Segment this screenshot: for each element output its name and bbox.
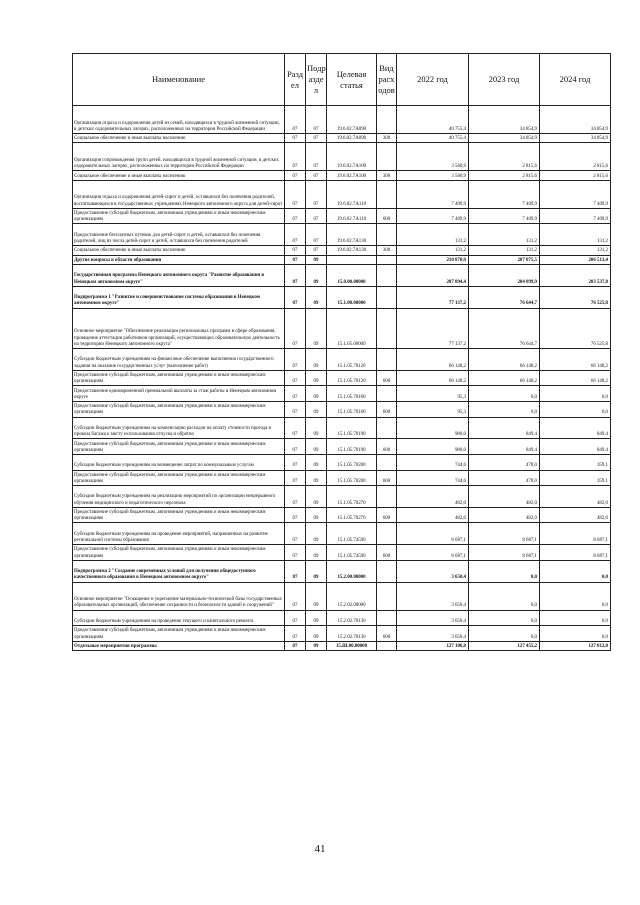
row-value-2024: 76 525,8 xyxy=(540,286,611,308)
row-tselevaya-statya: 15.1.05.00000 xyxy=(327,308,377,348)
row-razdel: 07 xyxy=(285,470,306,486)
row-podrazdel: 09 xyxy=(306,523,327,545)
row-value-2022: 77 137,2 xyxy=(397,286,469,308)
row-podrazdel: 09 xyxy=(306,507,327,523)
row-vid-raskhodov: 600 xyxy=(377,439,397,455)
row-name: Организация сопровождения групп детей, находящихся в трудной жизненной ситуации, в детских оздоровительных лагерях, расположенных на территории Российской Федерации xyxy=(73,143,285,171)
table-row xyxy=(73,582,611,610)
row-podrazdel: 07 xyxy=(306,224,327,246)
row-tselevaya-statya xyxy=(327,255,377,264)
row-name: Предоставление субсидий бюджетным, автономным учреждениям и иным некоммерческим организациям xyxy=(73,370,285,386)
budget-table xyxy=(72,53,611,651)
row-name: Субсидии бюджетным учреждениям на реализацию мероприятий по организации непрерывного обучения медицинского и педагогического персонала xyxy=(73,486,285,508)
row-value-2022: 3 650,4 xyxy=(397,610,469,626)
row-name: Предоставление бесплатных путевок для детей-сирот и детей, оставшихся без попечения родителей, лиц из числа детей-сирот и детей, оставшихся без попечения родителей xyxy=(73,224,285,246)
row-value-2024: 34 854,9 xyxy=(540,134,611,143)
row-value-2024: 203 537,8 xyxy=(540,264,611,286)
row-name: Предоставление субсидий бюджетным, автономным учреждениям и иным некоммерческим организациям xyxy=(73,626,285,642)
row-razdel: 07 xyxy=(285,545,306,561)
row-razdel: 07 xyxy=(285,370,306,386)
header-vid-raskhodov: Вид расх одов xyxy=(377,54,397,106)
row-name: Предоставление субсидий бюджетным, автономным учреждениям и иным некоммерческим организациям xyxy=(73,439,285,455)
row-tselevaya-statya: 15.Ш.00.00000 xyxy=(327,641,377,650)
header-tselevaya-statya: Целевая статья xyxy=(327,54,377,106)
row-value-2022: 210 870,0 xyxy=(397,255,469,264)
row-value-2024: 127 012,0 xyxy=(540,641,611,650)
table-row xyxy=(73,348,611,370)
row-razdel: 07 xyxy=(285,560,306,582)
row-value-2023: 7 409,9 xyxy=(469,208,540,224)
row-value-2024: 0,0 xyxy=(540,386,611,402)
row-value-2024: 2 815,6 xyxy=(540,171,611,180)
row-value-2022: 131,2 xyxy=(397,224,469,246)
table-row xyxy=(73,545,611,561)
row-name: Предоставление субсидий бюджетным, автономным учреждениям и иным некоммерческим организациям xyxy=(73,507,285,523)
row-razdel: 07 xyxy=(285,264,306,286)
table-row xyxy=(73,246,611,255)
row-name: Предоставление субсидий бюджетным, автономным учреждениям и иным некоммерческим организациям xyxy=(73,208,285,224)
row-vid-raskhodov xyxy=(377,224,397,246)
row-value-2023: 0,0 xyxy=(469,401,540,417)
row-vid-raskhodov xyxy=(377,486,397,508)
row-value-2024: 0,0 xyxy=(540,626,611,642)
row-podrazdel: 09 xyxy=(306,386,327,402)
row-value-2023: 66 148,2 xyxy=(469,348,540,370)
row-tselevaya-statya: 19.6.02.7А110 xyxy=(327,208,377,224)
row-value-2022: 3 650,4 xyxy=(397,560,469,582)
row-value-2024: 0,0 xyxy=(540,610,611,626)
row-value-2023: 482,0 xyxy=(469,486,540,508)
row-name: Предоставление субсидий бюджетным, автономным учреждениям и иным некоммерческим организациям xyxy=(73,401,285,417)
table-row xyxy=(73,180,611,208)
row-value-2023: 0,0 xyxy=(469,582,540,610)
row-podrazdel: 07 xyxy=(306,208,327,224)
row-vid-raskhodov xyxy=(377,143,397,171)
row-value-2023: 0,0 xyxy=(469,560,540,582)
row-podrazdel: 09 xyxy=(306,439,327,455)
row-podrazdel: 09 xyxy=(306,560,327,582)
header-2024: 2024 год xyxy=(540,54,611,106)
row-vid-raskhodov xyxy=(377,106,397,134)
table-row xyxy=(73,470,611,486)
row-value-2024: 0,0 xyxy=(540,582,611,610)
row-razdel: 07 xyxy=(285,401,306,417)
row-tselevaya-statya: 19.6.02.7А090 xyxy=(327,106,377,134)
row-podrazdel: 09 xyxy=(306,417,327,439)
row-tselevaya-statya: 15.1.05.70190 xyxy=(327,439,377,455)
table-row xyxy=(73,143,611,171)
row-value-2022: 3 650,4 xyxy=(397,626,469,642)
row-podrazdel: 09 xyxy=(306,454,327,470)
row-value-2023: 76 644,7 xyxy=(469,308,540,348)
row-value-2023: 131,2 xyxy=(469,224,540,246)
row-vid-raskhodov: 300 xyxy=(377,246,397,255)
row-tselevaya-statya: 19.6.02.7А130 xyxy=(327,224,377,246)
table-body xyxy=(73,106,611,651)
table-row xyxy=(73,610,611,626)
row-tselevaya-statya: 15.1.05.70190 xyxy=(327,417,377,439)
row-tselevaya-statya: 15.2.02.00000 xyxy=(327,582,377,610)
row-value-2023: 0,0 xyxy=(469,626,540,642)
table-row xyxy=(73,264,611,286)
row-tselevaya-statya: 19.6.02.7А100 xyxy=(327,143,377,171)
row-name: Организация отдыха и оздоровления детей-сирот и детей, оставшихся без попечения родителей, воспитывающихся в государственных учреждениях Ненецкого автономного округа для детей-сирот xyxy=(73,180,285,208)
row-value-2022: 3 650,4 xyxy=(397,582,469,610)
row-name: Предоставление субсидий бюджетным, автономным учреждениям и иным некоммерческим организациям xyxy=(73,470,285,486)
row-vid-raskhodov: 600 xyxy=(377,370,397,386)
row-value-2023: 478,0 xyxy=(469,470,540,486)
row-razdel: 07 xyxy=(285,486,306,508)
row-name: Субсидии бюджетным учреждениям на проведение мероприятий, направленных на развитие региональной системы образования xyxy=(73,523,285,545)
row-razdel: 07 xyxy=(285,143,306,171)
row-tselevaya-statya: 15.2.02.70130 xyxy=(327,610,377,626)
row-value-2024: 359,1 xyxy=(540,470,611,486)
row-value-2022: 131,2 xyxy=(397,246,469,255)
row-value-2024: 66 148,2 xyxy=(540,370,611,386)
row-razdel: 07 xyxy=(285,180,306,208)
row-name: Отдельные мероприятия программы xyxy=(73,641,285,650)
table-row xyxy=(73,439,611,455)
row-value-2022: 95,3 xyxy=(397,386,469,402)
row-name: Субсидии бюджетным учреждениям на компенсацию расходов на оплату стоимости проезда и провоза багажа к месту использования отпуска и обратно xyxy=(73,417,285,439)
row-value-2024: 482,0 xyxy=(540,507,611,523)
row-value-2024: 131,2 xyxy=(540,224,611,246)
table-row xyxy=(73,134,611,143)
row-vid-raskhodov xyxy=(377,560,397,582)
row-tselevaya-statya: 19.6.02.7А130 xyxy=(327,246,377,255)
row-value-2023: 127 455,2 xyxy=(469,641,540,650)
row-value-2024: 2 815,6 xyxy=(540,143,611,171)
row-podrazdel: 09 xyxy=(306,370,327,386)
row-podrazdel: 09 xyxy=(306,641,327,650)
row-vid-raskhodov xyxy=(377,308,397,348)
row-value-2023: 76 644,7 xyxy=(469,286,540,308)
row-tselevaya-statya: 15.1.05.70270 xyxy=(327,486,377,508)
row-tselevaya-statya: 15.1.05.70270 xyxy=(327,507,377,523)
row-vid-raskhodov xyxy=(377,610,397,626)
row-name: Субсидии бюджетным учреждениям на возмещение затрат по коммунальным услугам xyxy=(73,454,285,470)
table-row xyxy=(73,486,611,508)
row-value-2024: 0,0 xyxy=(540,560,611,582)
row-podrazdel: 07 xyxy=(306,180,327,208)
row-value-2022: 482,0 xyxy=(397,507,469,523)
row-value-2023: 207 075,5 xyxy=(469,255,540,264)
row-podrazdel: 09 xyxy=(306,308,327,348)
row-vid-raskhodov: 600 xyxy=(377,507,397,523)
row-name: Предоставление единовременной премиальной выплаты за стаж работы в Ненецком автономном округе xyxy=(73,386,285,402)
row-name: Субсидии бюджетным учреждениям на проведение текущего и капитального ремонта xyxy=(73,610,285,626)
table-header xyxy=(73,54,611,106)
row-value-2023: 7 409,9 xyxy=(469,180,540,208)
row-value-2023: 0,0 xyxy=(469,610,540,626)
header-razdel: Разд ел xyxy=(285,54,306,106)
row-podrazdel: 07 xyxy=(306,106,327,134)
table-row xyxy=(73,308,611,348)
row-razdel: 07 xyxy=(285,582,306,610)
row-podrazdel: 07 xyxy=(306,134,327,143)
row-value-2023: 0,0 xyxy=(469,386,540,402)
row-podrazdel: 09 xyxy=(306,470,327,486)
row-podrazdel: 07 xyxy=(306,171,327,180)
row-podrazdel: 07 xyxy=(306,246,327,255)
row-name: Государственная программа Ненецкого автономного округа "Развитие образования в Ненецком автономном округе" xyxy=(73,264,285,286)
row-value-2022: 980,0 xyxy=(397,417,469,439)
row-podrazdel: 09 xyxy=(306,545,327,561)
row-value-2022: 3 560,9 xyxy=(397,171,469,180)
row-razdel: 07 xyxy=(285,286,306,308)
row-value-2022: 744,6 xyxy=(397,470,469,486)
table-row xyxy=(73,507,611,523)
row-podrazdel: 09 xyxy=(306,286,327,308)
row-tselevaya-statya: 19.6.02.7А090 xyxy=(327,134,377,143)
row-tselevaya-statya: 15.1.05.70120 xyxy=(327,348,377,370)
row-podrazdel: 09 xyxy=(306,582,327,610)
row-razdel: 07 xyxy=(285,208,306,224)
row-value-2022: 66 148,2 xyxy=(397,348,469,370)
header-name: Наименование xyxy=(73,54,285,106)
header-row xyxy=(73,54,611,106)
row-value-2022: 77 137,2 xyxy=(397,308,469,348)
row-razdel: 07 xyxy=(285,134,306,143)
row-vid-raskhodov: 600 xyxy=(377,401,397,417)
table-row xyxy=(73,208,611,224)
row-value-2022: 3 560,9 xyxy=(397,143,469,171)
row-value-2022: 207 894,4 xyxy=(397,264,469,286)
row-value-2022: 8 687,1 xyxy=(397,545,469,561)
row-tselevaya-statya: 15.1.05.70160 xyxy=(327,401,377,417)
row-vid-raskhodov xyxy=(377,286,397,308)
row-value-2022: 8 687,1 xyxy=(397,523,469,545)
table-row xyxy=(73,454,611,470)
row-value-2022: 66 148,2 xyxy=(397,370,469,386)
table-row xyxy=(73,255,611,264)
table-row xyxy=(73,523,611,545)
row-name: Подпрограмма 2 "Создание современных условий для получения общедоступного качественного образования в Ненецком автономном округе" xyxy=(73,560,285,582)
row-podrazdel: 07 xyxy=(306,143,327,171)
row-value-2024: 0,0 xyxy=(540,401,611,417)
row-value-2024: 849,4 xyxy=(540,417,611,439)
row-vid-raskhodov xyxy=(377,582,397,610)
row-vid-raskhodov xyxy=(377,417,397,439)
row-vid-raskhodov: 600 xyxy=(377,626,397,642)
row-razdel: 07 xyxy=(285,641,306,650)
row-name: Субсидии бюджетным учреждениям на финансовое обеспечение выполнения государственного задания на оказание государственных услуг (выполнение работ) xyxy=(73,348,285,370)
row-razdel: 07 xyxy=(285,454,306,470)
row-value-2024: 131,2 xyxy=(540,246,611,255)
row-value-2023: 8 687,1 xyxy=(469,545,540,561)
row-value-2022: 744,6 xyxy=(397,454,469,470)
row-podrazdel: 09 xyxy=(306,348,327,370)
table-row xyxy=(73,224,611,246)
row-value-2022: 40 755,4 xyxy=(397,106,469,134)
row-name: Предоставление субсидий бюджетным, автономным учреждениям и иным некоммерческим организациям xyxy=(73,545,285,561)
row-razdel: 07 xyxy=(285,308,306,348)
row-name: Социальное обеспечение и иные выплаты населению xyxy=(73,134,285,143)
row-podrazdel: 09 xyxy=(306,401,327,417)
row-value-2023: 66 148,2 xyxy=(469,370,540,386)
row-value-2023: 849,4 xyxy=(469,439,540,455)
row-razdel: 07 xyxy=(285,171,306,180)
row-vid-raskhodov xyxy=(377,255,397,264)
table-row xyxy=(73,560,611,582)
row-value-2022: 980,0 xyxy=(397,439,469,455)
row-vid-raskhodov: 600 xyxy=(377,545,397,561)
row-name: Социальное обеспечение и иные выплаты населению xyxy=(73,246,285,255)
row-name: Социальное обеспечение и иные выплаты населению xyxy=(73,171,285,180)
table-row xyxy=(73,401,611,417)
row-value-2024: 8 687,1 xyxy=(540,523,611,545)
row-value-2022: 7 409,9 xyxy=(397,180,469,208)
row-value-2024: 7 409,9 xyxy=(540,180,611,208)
row-value-2023: 2 815,6 xyxy=(469,171,540,180)
header-2023: 2023 год xyxy=(469,54,540,106)
row-value-2023: 204 099,9 xyxy=(469,264,540,286)
row-vid-raskhodov: 600 xyxy=(377,470,397,486)
row-tselevaya-statya: 15.1.05.74590 xyxy=(327,545,377,561)
row-vid-raskhodov xyxy=(377,641,397,650)
row-razdel: 07 xyxy=(285,439,306,455)
header-podrazdel: Подр азде л xyxy=(306,54,327,106)
row-value-2023: 482,0 xyxy=(469,507,540,523)
row-razdel: 07 xyxy=(285,255,306,264)
row-podrazdel: 09 xyxy=(306,264,327,286)
row-value-2024: 76 525,8 xyxy=(540,308,611,348)
row-value-2022: 7 409,9 xyxy=(397,208,469,224)
row-tselevaya-statya: 19.6.02.7А110 xyxy=(327,180,377,208)
row-value-2022: 95,3 xyxy=(397,401,469,417)
table-row xyxy=(73,370,611,386)
row-value-2023: 8 687,1 xyxy=(469,523,540,545)
table-row xyxy=(73,641,611,650)
row-razdel: 07 xyxy=(285,523,306,545)
row-razdel: 07 xyxy=(285,246,306,255)
row-value-2023: 2 815,6 xyxy=(469,143,540,171)
row-tselevaya-statya: 15.2.02.70130 xyxy=(327,626,377,642)
row-razdel: 07 xyxy=(285,386,306,402)
row-name: Подпрограмма 1 "Развитие и совершенствование системы образования в Ненецком автономном округе" xyxy=(73,286,285,308)
row-razdel: 07 xyxy=(285,106,306,134)
row-value-2024: 206 513,4 xyxy=(540,255,611,264)
row-name: Основное мероприятие "Оснащение и укрепление материально-технической базы государственных образовательных организаций, обеспечение сохранности и безопасности зданий и сооружений" xyxy=(73,582,285,610)
row-vid-raskhodov xyxy=(377,348,397,370)
row-value-2023: 34 854,9 xyxy=(469,106,540,134)
row-vid-raskhodov xyxy=(377,386,397,402)
row-tselevaya-statya: 15.0.00.00000 xyxy=(327,264,377,286)
row-vid-raskhodov: 600 xyxy=(377,208,397,224)
row-value-2023: 34 854,9 xyxy=(469,134,540,143)
row-name: Организация отдыха и оздоровления детей из семей, находящихся в трудной жизненной ситуации, в детских оздоровительных лагерях, расположенных на территории Российской Федерации xyxy=(73,106,285,134)
row-razdel: 07 xyxy=(285,224,306,246)
row-name: Основное мероприятие "Обеспечение реализации региональных программ в сфере образования, проведение аттестации работников организаций, осуществляющих образовательную деятельность на территории Ненецкого автономного округа" xyxy=(73,308,285,348)
row-podrazdel: 09 xyxy=(306,486,327,508)
row-podrazdel: 09 xyxy=(306,626,327,642)
row-vid-raskhodov: 300 xyxy=(377,171,397,180)
row-value-2022: 40 755,4 xyxy=(397,134,469,143)
row-tselevaya-statya: 15.1.05.70120 xyxy=(327,370,377,386)
row-vid-raskhodov xyxy=(377,264,397,286)
row-value-2024: 359,1 xyxy=(540,454,611,470)
row-value-2024: 7 409,9 xyxy=(540,208,611,224)
table-row xyxy=(73,106,611,134)
row-podrazdel: 09 xyxy=(306,255,327,264)
row-tselevaya-statya: 15.1.05.70160 xyxy=(327,386,377,402)
row-vid-raskhodov xyxy=(377,523,397,545)
row-vid-raskhodov xyxy=(377,180,397,208)
row-tselevaya-statya: 15.1.05.70200 xyxy=(327,454,377,470)
table-row xyxy=(73,286,611,308)
row-razdel: 07 xyxy=(285,507,306,523)
row-vid-raskhodov: 300 xyxy=(377,134,397,143)
table-row xyxy=(73,386,611,402)
page-number: 41 xyxy=(314,843,326,855)
row-tselevaya-statya: 15.1.05.70200 xyxy=(327,470,377,486)
row-value-2024: 482,0 xyxy=(540,486,611,508)
row-tselevaya-statya: 15.2.00.00000 xyxy=(327,560,377,582)
row-vid-raskhodov xyxy=(377,454,397,470)
row-name: Другие вопросы в области образования xyxy=(73,255,285,264)
header-2022: 2022 год xyxy=(397,54,469,106)
row-value-2024: 34 854,9 xyxy=(540,106,611,134)
table-row xyxy=(73,171,611,180)
row-tselevaya-statya: 15.1.05.74590 xyxy=(327,523,377,545)
row-value-2022: 482,0 xyxy=(397,486,469,508)
row-razdel: 07 xyxy=(285,417,306,439)
row-value-2024: 8 687,1 xyxy=(540,545,611,561)
row-podrazdel: 09 xyxy=(306,610,327,626)
row-value-2023: 131,2 xyxy=(469,246,540,255)
row-value-2024: 849,4 xyxy=(540,439,611,455)
row-tselevaya-statya: 19.6.02.7А100 xyxy=(327,171,377,180)
row-value-2023: 849,4 xyxy=(469,417,540,439)
row-value-2024: 66 148,2 xyxy=(540,348,611,370)
row-tselevaya-statya: 15.1.00.00000 xyxy=(327,286,377,308)
table-row xyxy=(73,626,611,642)
row-value-2023: 478,0 xyxy=(469,454,540,470)
row-razdel: 07 xyxy=(285,610,306,626)
table-row xyxy=(73,417,611,439)
row-value-2022: 127 106,8 xyxy=(397,641,469,650)
row-razdel: 07 xyxy=(285,348,306,370)
row-razdel: 07 xyxy=(285,626,306,642)
